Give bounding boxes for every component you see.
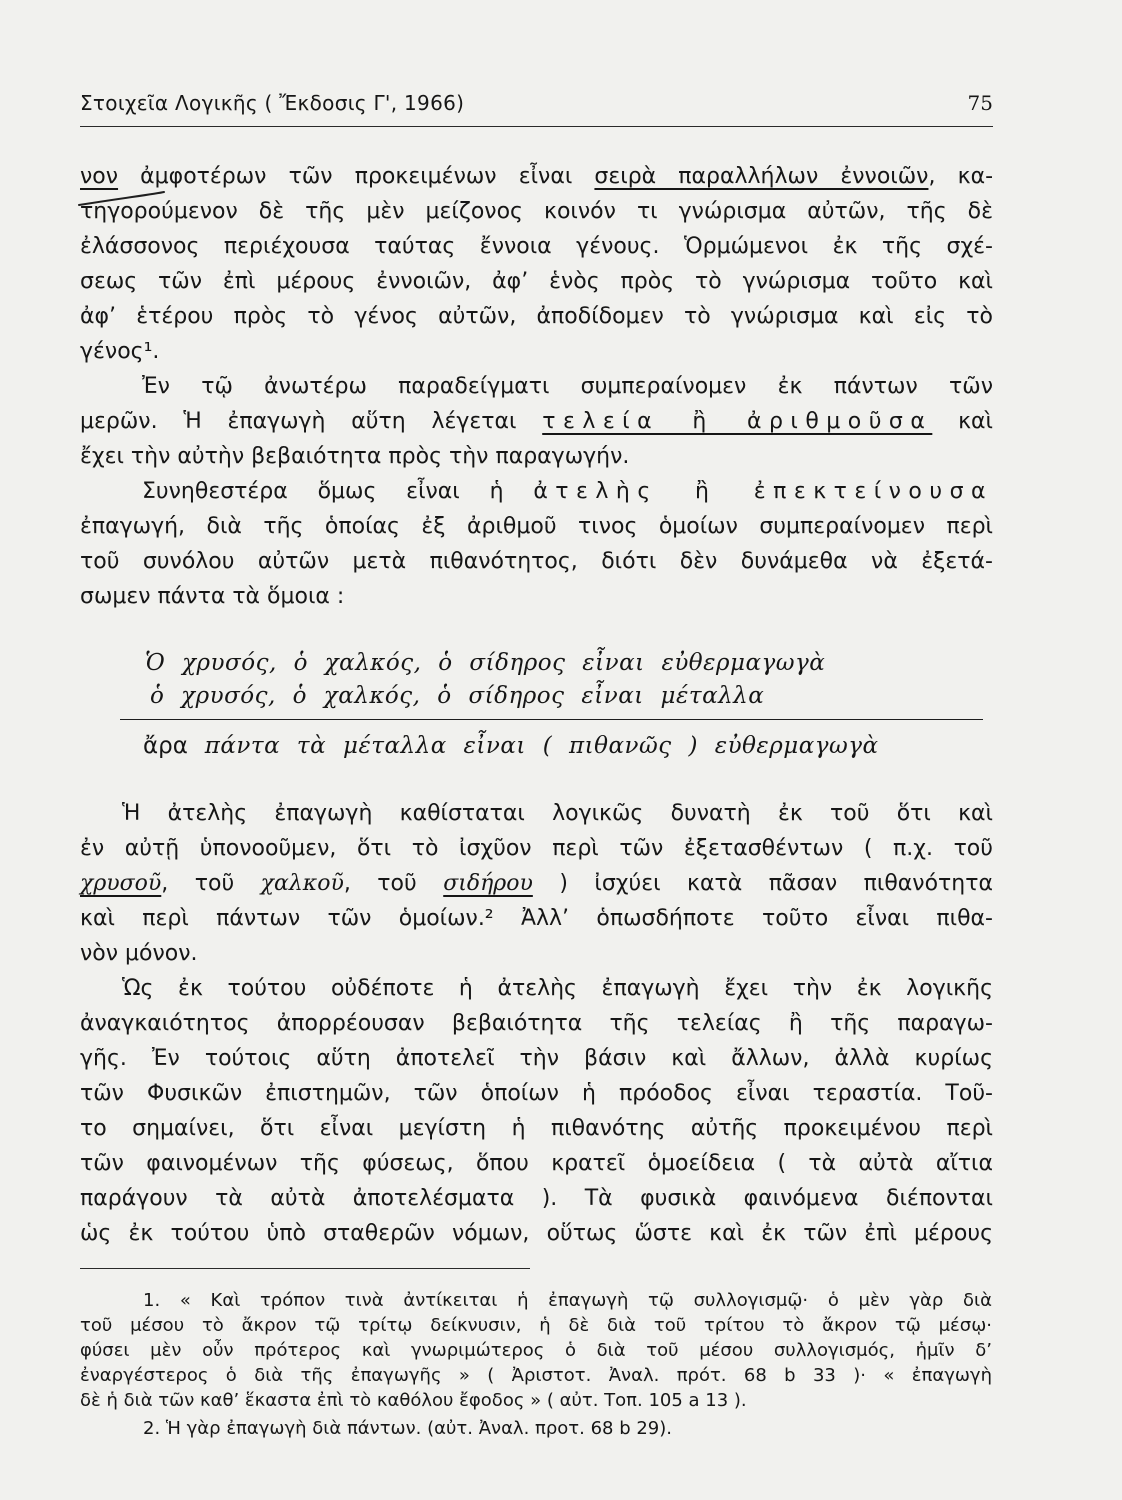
text-line: καὶ περὶ πάντων τῶν ὁμοίων.² Ἀλλ’ ὁπωσδήποτε τοῦτο εἶναι πιθα- [80,906,993,931]
text-run: ἀμφοτέρων τῶν προκειμένων εἶναι [118,164,595,189]
text-run: ) ἰσχύει κατὰ πᾶσαν πιθανότητα [532,871,993,896]
footnote-1-line: 1. « Καὶ τρόπον τινὰ ἀντίκειται ἡ ἐπαγωγὴ τῷ συλλογισμῷ· ὁ μὲν γὰρ διὰ [143,1290,992,1311]
text-run: , τοῦ [343,871,444,896]
text-block-upper [80,159,993,614]
header-rule [80,126,993,127]
text-line: Ἡ ἀτελὴς ἐπαγωγὴ καθίσταται λογικῶς δυνατὴ ἐκ τοῦ ὅτι καὶ [122,801,993,826]
text-line: τῶν Φυσικῶν ἐπιστημῶν, τῶν ὁποίων ἡ πρόοδος εἶναι τεραστία. Τοῦ- [80,1081,993,1106]
text-line: τῶν φαινομένων τῆς φύσεως, ὅπου κρατεῖ ὁμοείδεια ( τὰ αὐτὰ αἴτια [80,1151,993,1176]
text-line: ἀναγκαιότητος ἀπορρέουσαν βεβαιότητα τῆς τελείας ἢ τῆς παραγω- [80,1011,993,1036]
footnote-1-line: τοῦ μέσου τὸ ἄκρον τῷ τρίτῳ δείκνυσιν, ἡ δὲ διὰ τοῦ τρίτου τὸ ἄκρον τῷ μέσῳ· [80,1315,992,1336]
text-line: γένος¹. [80,339,160,364]
syllogism-premise-2: ὁ χρυσός, ὁ χαλκός, ὁ σίδηρος εἶναι μέταλλα [150,683,765,709]
text-line: τηγορούμενον δὲ τῆς μὲν μείζονος κοινόν τι γνώρισμα αὐτῶν, τῆς δὲ [80,199,993,224]
spaced-emphasis: ἀτελὴς ἢ ἐπεκτείνουσα [533,479,993,504]
italic-term: χαλκοῦ [260,871,344,896]
italic-term: σιδήρου [443,871,533,896]
text-line: τοῦ συνόλου αὐτῶν μετὰ πιθανότητος, διότι δὲν δυνάμεθα νὰ ἐξετά- [80,549,993,574]
text-line [80,159,993,194]
text-line: σεως τῶν ἐπὶ μέρους ἐννοιῶν, ἀφ’ ἑνὸς πρὸς τὸ γνώρισμα τοῦτο καὶ [80,269,993,294]
text-run: Συνηθεστέρα ὅμως εἶναι ἡ [142,479,534,504]
text-run: μερῶν. Ἡ ἐπαγωγὴ αὕτη λέγεται [80,409,543,434]
text-line: ἔχει τὴν αὐτὴν βεβαιότητα πρὸς τὴν παραγωγήν. [80,444,630,469]
underlined-phrase: σειρὰ παραλλήλων ἐννοιῶν [594,164,929,189]
text-line: ἐπαγωγή, διὰ τῆς ὁποίας ἐξ ἀριθμοῦ τινος ὁμοίων συμπεραίνομεν περὶ [80,514,993,539]
footnote-1-line: ἐναργέστερος ὁ διὰ τῆς ἐπαγωγῆς » ( Ἀριστοτ. Ἀναλ. πρότ. 68 b 33 )· « ἐπαγωγὴ [80,1365,992,1386]
text-line: παράγουν τὰ αὐτὰ ἀποτελέσματα ). Τὰ φυσικὰ φαινόμενα διέπονται [80,1186,993,1211]
text-line: σωμεν πάντα τὰ ὅμοια : [80,584,345,609]
text-line [80,474,993,509]
underlined-word: νον [80,164,119,189]
text-run: καὶ [932,409,993,434]
footnote-1-line: φύσει μὲν οὖν πρότερος καὶ γνωριμώτερος ὁ διὰ τοῦ μέσου συλλογισμός, ἡμῖν δ’ [80,1340,992,1361]
text-line [80,404,993,439]
text-line: γῆς. Ἐν τούτοις αὕτη ἀποτελεῖ τὴν βάσιν καὶ ἄλλων, ἀλλὰ κυρίως [80,1046,993,1071]
footnote-rule [80,1268,530,1269]
text-line: ἐλάσσονος περιέχουσα ταύτας ἔννοια γένους. Ὁρμώμενοι ἐκ τῆς σχέ- [80,234,993,259]
text-run: , τοῦ [161,871,261,896]
syllogism-premise-1: Ὁ χρυσός, ὁ χαλκός, ὁ σίδηρος εἶναι εὐθερμαγωγὰ [145,650,826,676]
conclusion-prefix: ἄρα [143,733,188,759]
text-line: ἐν αὐτῇ ὑπονοοῦμεν, ὅτι τὸ ἰσχῦον περὶ τῶν ἐξετασθέντων ( π.χ. τοῦ [80,836,993,861]
text-run: , κα- [928,164,994,189]
text-line: νὸν μόνον. [80,941,198,966]
text-line: το σημαίνει, ὅτι εἶναι μεγίστη ἡ πιθανότης αὐτῆς προκειμένου περὶ [80,1116,993,1141]
syllogism-conclusion [143,730,879,763]
spaced-emphasis: τελεία ἢ ἀριθμοῦσα [542,409,933,434]
syllogism-rule [120,719,983,720]
text-line: Ἐν τῷ ἀνωτέρω παραδείγματι συμπεραίνομεν ἐκ πάντων τῶν [142,374,993,399]
text-line: ὡς ἐκ τούτου ὑπὸ σταθερῶν νόμων, οὕτως ὥστε καὶ ἐκ τῶν ἐπὶ μέρους [80,1221,993,1246]
page-number: 75 [967,91,993,115]
text-line: Ὡς ἐκ τούτου οὐδέποτε ἡ ἀτελὴς ἐπαγωγὴ ἔχει τὴν ἐκ λογικῆς [122,976,993,1001]
text-line [80,866,993,901]
text-line: ἀφ’ ἑτέρου πρὸς τὸ γένος αὐτῶν, ἀποδίδομεν τὸ γνώρισμα καὶ εἰς τὸ [80,304,993,329]
conclusion-text: πάντα τὰ μέταλλα εἶναι ( πιθανῶς ) εὐθερμαγωγὰ [187,733,879,759]
italic-term: χρυσοῦ [80,871,162,896]
footnote-2: 2. Ἡ γὰρ ἐπαγωγὴ διὰ πάντων. (αὐτ. Ἀναλ. προτ. 68 b 29). [143,1418,673,1439]
footnotes [80,1288,992,1441]
running-header-title: Στοιχεῖα Λογικῆς ( Ἔκδοσις Γ', 1966) [80,91,465,115]
footnote-1-line: δὲ ἡ διὰ τῶν καθ’ ἕκαστα ἐπὶ τὸ καθόλου ἔφοδος » ( αὐτ. Τοπ. 105 a 13 ). [80,1390,747,1411]
text-block-lower [80,796,993,1251]
